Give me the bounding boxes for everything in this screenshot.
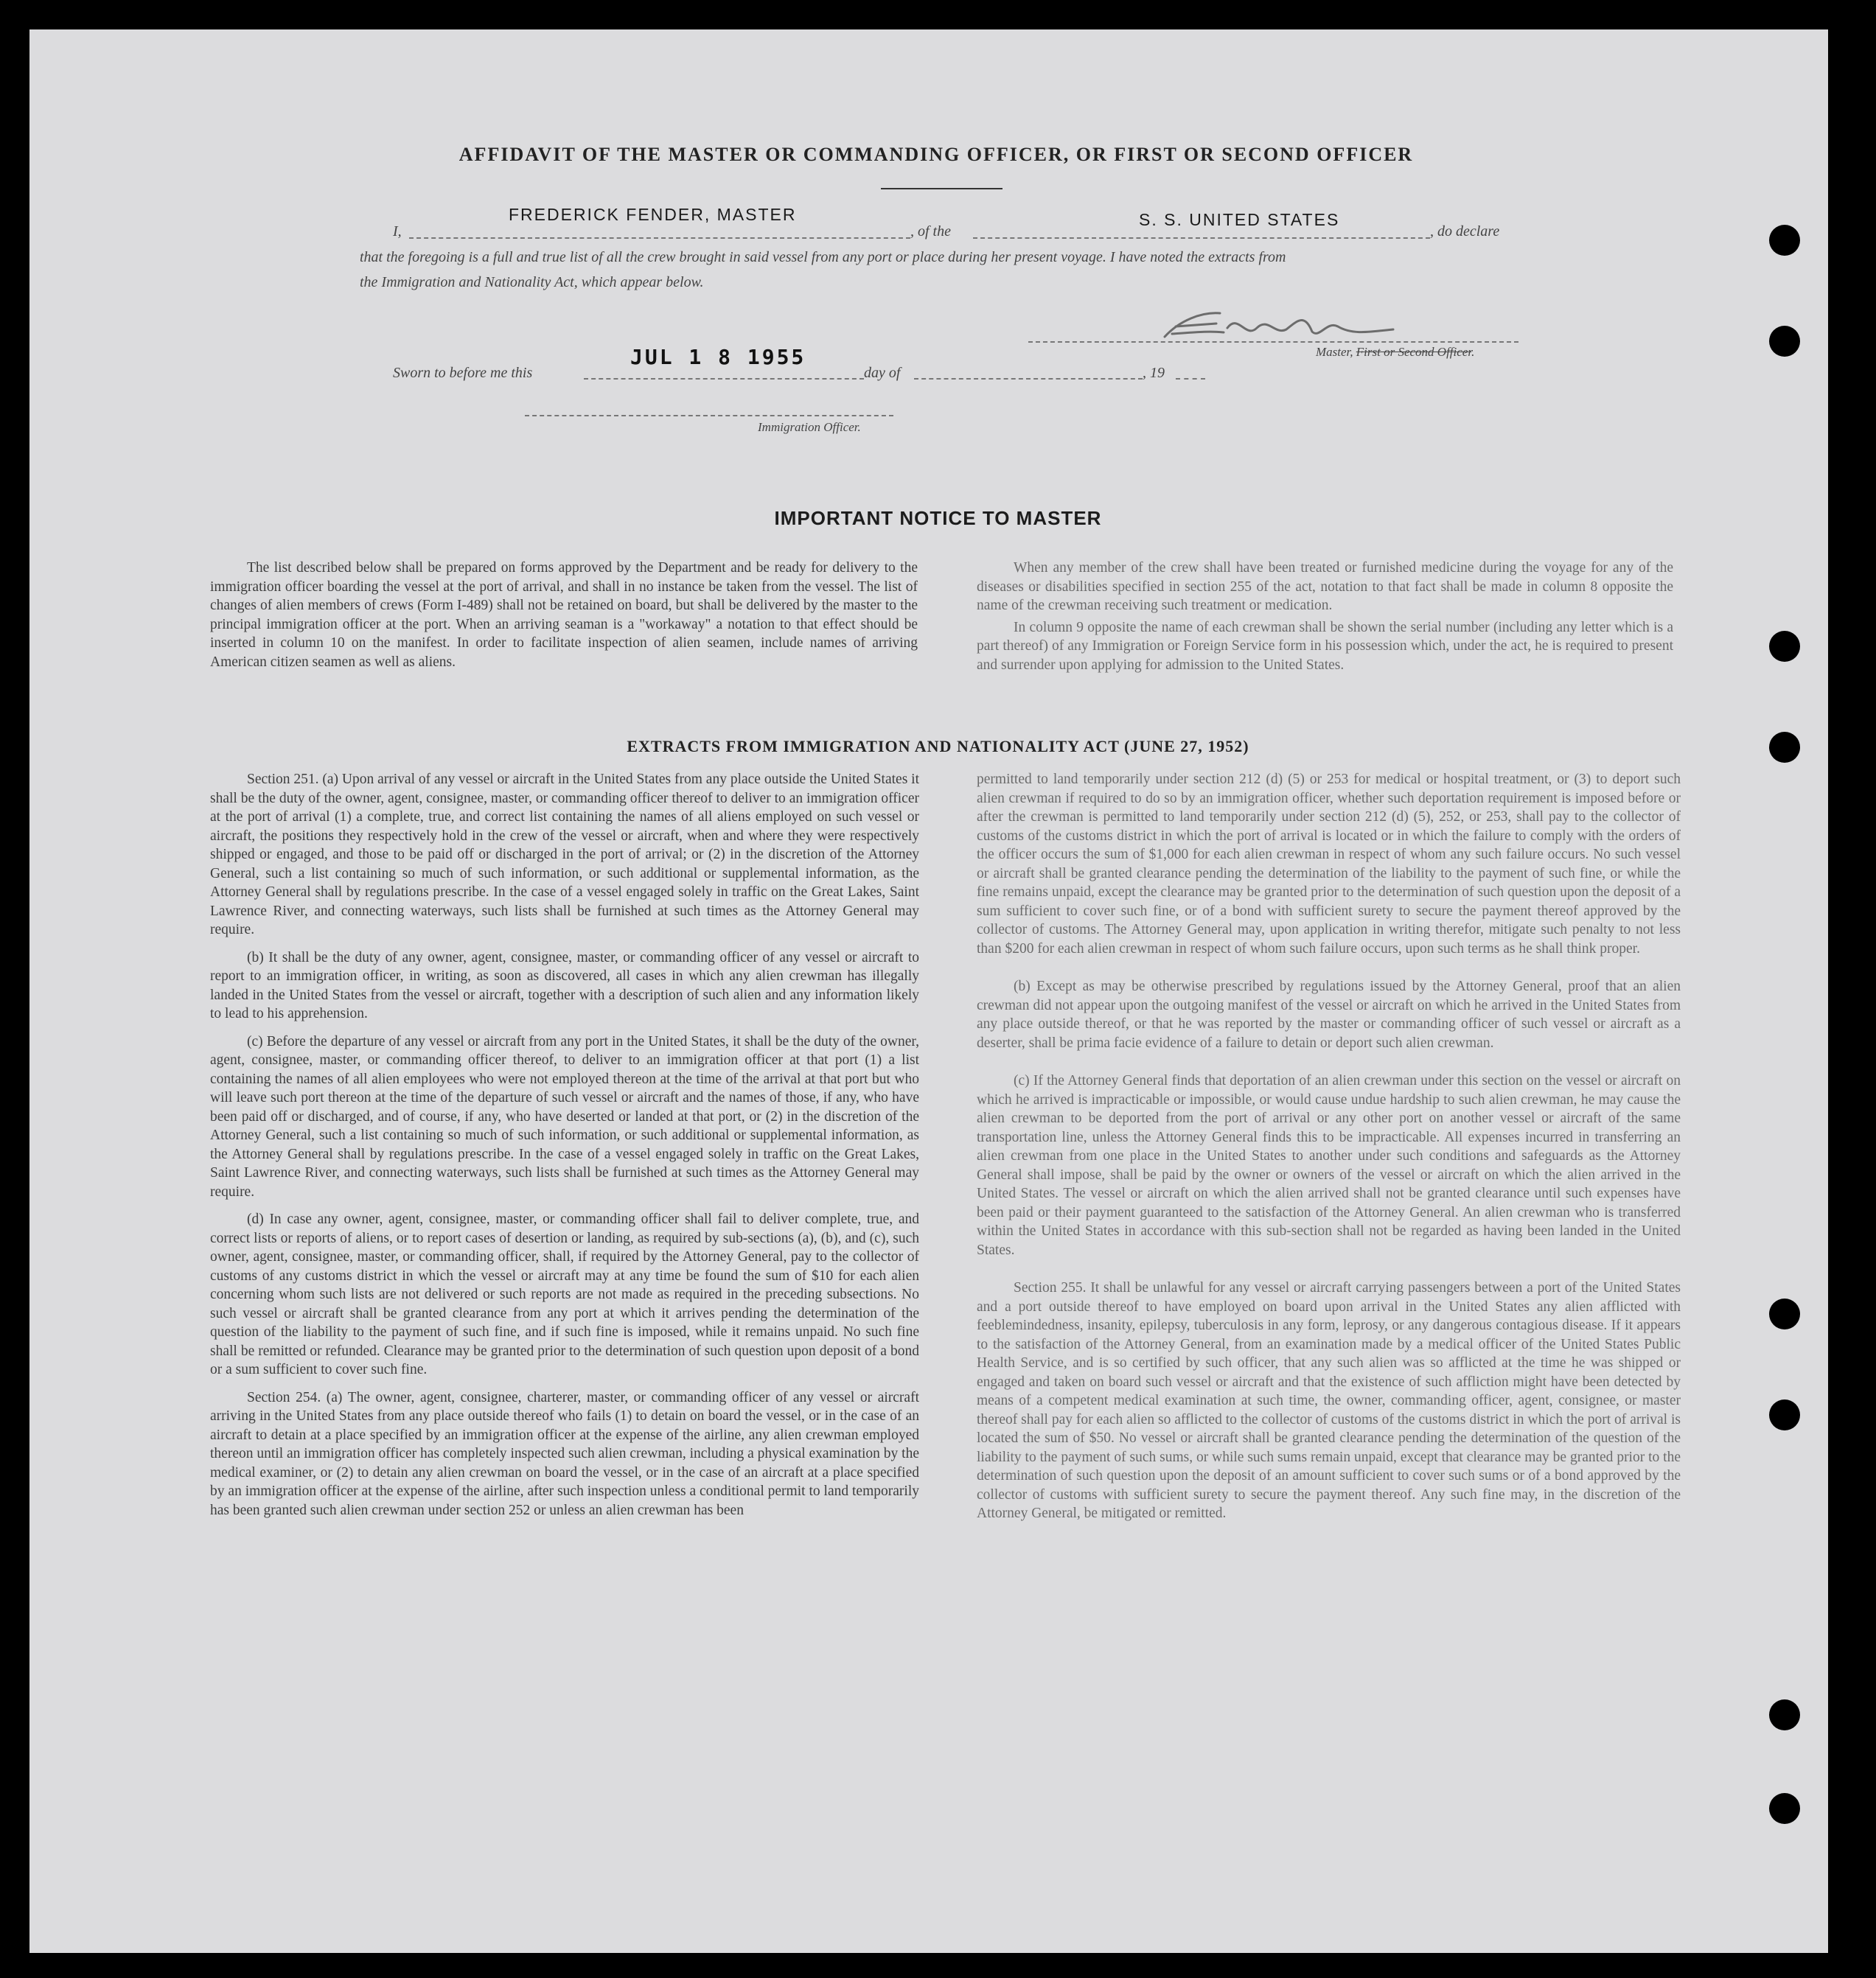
vessel-line xyxy=(973,237,1430,239)
vessel-name: S. S. UNITED STATES xyxy=(1139,210,1340,229)
extracts-right-column xyxy=(977,770,1681,1532)
notice-left-paragraph: The list described below shall be prepared on forms approved by the Department and be ready for delivery to the immigration officer boarding the vessel at the port of arrival, and shall in no instance be taken from the vessel. The list of changes of alien members of crews (Form I-489) shall not be retained on board, but shall be delivered by the master to the principal immigration officer at the port. When an arriving seaman is a "workaway" a notation to that effect should be inserted in column 10 on the manifest. In order to facilitate inspection of alien seamen, include names of arriving American citizen seamen as well as aliens. xyxy=(210,560,918,670)
of-the-label: , of the xyxy=(910,223,951,240)
declarant-line xyxy=(409,237,910,239)
notice-right-column xyxy=(977,559,1673,683)
statement-line-1: that the foregoing is a full and true list of all the crew brought in said vessel from any port or place during her present voyage. I have noted the extracts from xyxy=(360,249,1286,265)
notice-right-paragraph-2: In column 9 opposite the name of each crewman shall be shown the serial number (including any letter which is a part thereof) of any Immigration or Foreign Service form in his possession which, under the act, he is required to present and surrender upon applying for admission to the United States. xyxy=(977,619,1673,673)
role-master: Master, xyxy=(1316,345,1353,359)
year-label: , 19 xyxy=(1143,365,1165,381)
do-declare-label: , do declare xyxy=(1430,223,1500,240)
role-struck-officer: First or Second Officer xyxy=(1356,345,1472,359)
notice-right-paragraph-1: When any member of the crew shall have been treated or furnished medicine during the voyage for any of the diseases or disabilities specified in section 255 of the act, notation to that fact shall be made in column 8 opposite the name of the crewman receiving such treatment or medication. xyxy=(977,560,1673,613)
statement-line-2: the Immigration and Nationality Act, which appear below. xyxy=(360,274,704,290)
section-254-a-continued: permitted to land temporarily under section 212 (d) (5) or 253 for medical or hospital treatment, or (3) to deport such alien crewman if required to do so by an immigration officer, whether such deportation requirement is imposed before or after the crewman is permitted to land temporarily under section 212 (d) (5), 252, or 253, shall pay to the collector of customs of the customs district in which the port of arrival is located or in which the failure to comply with the orders of the officer occurs the sum of $1,000 for each alien crewman in respect of whom any such failure occurs. No such vessel or aircraft shall be granted clearance pending the determination of the liability to the payment of such fine, or while the fine remains unpaid, except the clearance may be granted prior to the determination of such question upon the deposit of a sum sufficient to cover such fine, or of a bond with sufficient surety to secure the payment thereof approved by the collector of customs. The Attorney General may, upon application in writing therefor, mitigate such penalty to not less than $200 for each alien crewman in respect of whom such failure occurs, upon such terms as he shall think proper. xyxy=(977,772,1681,957)
punch-hole xyxy=(1769,1299,1800,1329)
year-line xyxy=(1176,378,1205,380)
section-251-b: (b) It shall be the duty of any owner, agent, consignee, master, or commanding officer of any vessel or aircraft to report to an immigration officer, in writing, as soon as discovered, all cases in which any alien crewman has illegally landed in the United States from the vessel or aircraft, together with a description of such alien and any information likely to lead to his apprehension. xyxy=(210,949,919,1021)
month-line xyxy=(914,378,1143,380)
punch-hole xyxy=(1769,732,1800,763)
notice-title: IMPORTANT NOTICE TO MASTER xyxy=(774,507,1102,529)
immigration-officer-label: Immigration Officer. xyxy=(758,420,861,434)
section-251-d: (d) In case any owner, agent, consignee, master, or commanding officer shall fail to deliver complete, true, and correct lists or reports of aliens, or to report cases of desertion or landing, as required by sub-sections (a), (b), and (c), such owner, agent, consignee, master, or commanding officer, shall, if required by the Attorney General, pay to the collector of customs of any customs district in which the vessel or aircraft may at any time be found the sum of $10 for each alien concerning whom such lists are not delivered or such reports are not made as required in the preceding subsections. No such vessel or aircraft shall be granted clearance from any port at which it arrives pending the determination of the question of the liability to the payment of such fine, and if such fine is imposed, while it remains unpaid. No such fine shall be remitted or refunded. Clearance may be granted prior to the determination of such question upon deposit of a bond or a sum sufficient to cover such fine. xyxy=(210,1212,919,1377)
section-251-a: Section 251. (a) Upon arrival of any vessel or aircraft in the United States from any place outside the United States it shall be the duty of the owner, agent, consignee, master, or commanding officer thereof to deliver to an immigration officer at the port of arrival (1) a complete, true, and correct list containing the names of all aliens employed on such vessel or aircraft, the positions they respectively hold in the crew of the vessel or aircraft, when and where they were respectively shipped or engaged, and those to be paid off or discharged in the port of arrival; or (2) in the discretion of the Attorney General, such a list containing so much of such information, or such additional or supplemental information, as the Attorney General shall by regulations prescribe. In the case of a vessel engaged solely in traffic on the Great Lakes, Saint Lawrence River, and connecting waterways, such lists shall be furnished at such times as the Attorney General may require. xyxy=(210,772,919,937)
immigration-officer-line xyxy=(525,415,893,416)
i-label: I, xyxy=(393,223,402,240)
role-period: . xyxy=(1471,345,1475,359)
punch-hole xyxy=(1769,225,1800,256)
punch-hole xyxy=(1769,1699,1800,1730)
section-255: Section 255. It shall be unlawful for any vessel or aircraft carrying passengers between a port of the United States and a port outside thereof to have employed on board upon arrival in the United States any alien afflicted with feeblemindedness, insanity, epilepsy, tuberculosis in any form, leprosy, or any dangerous contagious disease. If it appears to the satisfaction of the Attorney General, from an examination made by a medical officer of the United States Public Health Service, and is so certified by such officer, that any such alien was so afflicted at the time he was shipped or engaged and taken on board such vessel or aircraft and that the existence of such affliction might have been detected by means of a competent medical examination at such time, the owner, commanding officer, agent, consignee, or master thereof shall pay for each alien so afflicted to the collector of customs of the customs district in which the port of arrival is located the sum of $50. No vessel or aircraft shall be granted clearance pending the determination of the question of the liability to the payment of such sums, or while such sums remain unpaid, except that clearance may be granted prior to the determination of such question upon the deposit of an amount sufficient to cover such sums or of a bond approved by the collector of customs with sufficient surety to secure the payment thereof. Any such fine may, in the discretion of the Attorney General, be mitigated or remitted. xyxy=(977,1280,1681,1521)
sworn-label: Sworn to before me this xyxy=(393,365,533,381)
signature-role xyxy=(1316,345,1474,360)
signature-line xyxy=(1028,341,1518,343)
declarant-name: FREDERICK FENDER, MASTER xyxy=(509,205,797,224)
notice-left-column xyxy=(210,559,918,680)
section-254-b: (b) Except as may be otherwise prescribed by regulations issued by the Attorney General, proof that an alien crewman did not appear upon the outgoing manifest of the vessel or aircraft on which he arrived in the United States from any place outside thereof, or that he was reported by the master or commanding officer of such vessel or aircraft as a deserter, shall be prima facie evidence of a failure to detain or deport such alien crewman. xyxy=(977,979,1681,1051)
punch-hole xyxy=(1769,1793,1800,1824)
section-254-a: Section 254. (a) The owner, agent, consignee, charterer, master, or commanding officer of any vessel or aircraft arriving in the United States from any place outside thereof who fails (1) to detain on board the vessel, or in the case of an aircraft to detain at a place specified by an immigration officer at the expense of the airline, any alien crewman employed thereon until an immigration officer has completely inspected such alien crewman, including a physical examination by the medical examiner, or (2) to detain any alien crewman on board the vessel, or in the case of an aircraft at a place specified by an immigration officer at the expense of the airline, after such inspection unless a conditional permit to land temporarily has been granted such alien crewman under section 252 or unless an alien crewman has been xyxy=(210,1389,919,1518)
section-251-c: (c) Before the departure of any vessel or aircraft from any port in the United States, it shall be the duty of the owner, agent, consignee, master, or commanding officer thereof, to deliver to an immigration officer at that port (1) a list containing the names of all alien employees who were not employed thereon at the time of the arrival at that port but who will leave such port thereon at the time of the departure of such vessel or aircraft and the names of those, if any, who have been paid off or discharged, and of course, if any, who have deserted or landed at that port, or (2) in the discretion of the Attorney General, such a list containing so much of such information, or such additional or supplemental information, as the Attorney General shall by regulations prescribe. In the case of a vessel engaged solely in traffic on the Great Lakes, Saint Lawrence River, and connecting waterways, such lists shall be furnished at such times as the Attorney General may require. xyxy=(210,1033,919,1200)
punch-hole xyxy=(1769,1399,1800,1430)
day-of-label: day of xyxy=(864,365,901,381)
title-divider xyxy=(881,188,1002,189)
punch-hole xyxy=(1769,326,1800,357)
section-254-c: (c) If the Attorney General finds that deportation of an alien crewman under this section on the vessel or aircraft on which he arrived is impracticable or impossible, or would cause undue hardship to such alien crewman, he may cause the alien crewman to be deported from the port of arrival or any other port on another vessel or aircraft of the same transportation line, unless the Attorney General finds this to be impracticable. All expenses incurred in transferring an alien crewman from one place in the United States to another under such conditions and safeguards as the Attorney General shall impose, shall be paid by the owner or owners of the vessel or aircraft on which the alien arrived in the United States. The vessel or aircraft on which the alien arrived shall not be granted clearance until such expenses have been paid or their payment guaranteed to the satisfaction of the Attorney General. An alien crewman who is transferred within the United States in accordance with this sub-section shall not be regarded as having been landed in the United States. xyxy=(977,1073,1681,1258)
affidavit-title: AFFIDAVIT OF THE MASTER OR COMMANDING OFFICER, OR FIRST OR SECOND OFFICER xyxy=(458,144,1414,165)
punch-hole xyxy=(1769,631,1800,662)
sworn-day-line xyxy=(584,378,864,380)
extracts-left-column xyxy=(210,770,919,1528)
date-stamp: JUL 1 8 1955 xyxy=(630,345,806,369)
extracts-title: EXTRACTS FROM IMMIGRATION AND NATIONALITY ACT (JUNE 27, 1952) xyxy=(627,737,1249,755)
